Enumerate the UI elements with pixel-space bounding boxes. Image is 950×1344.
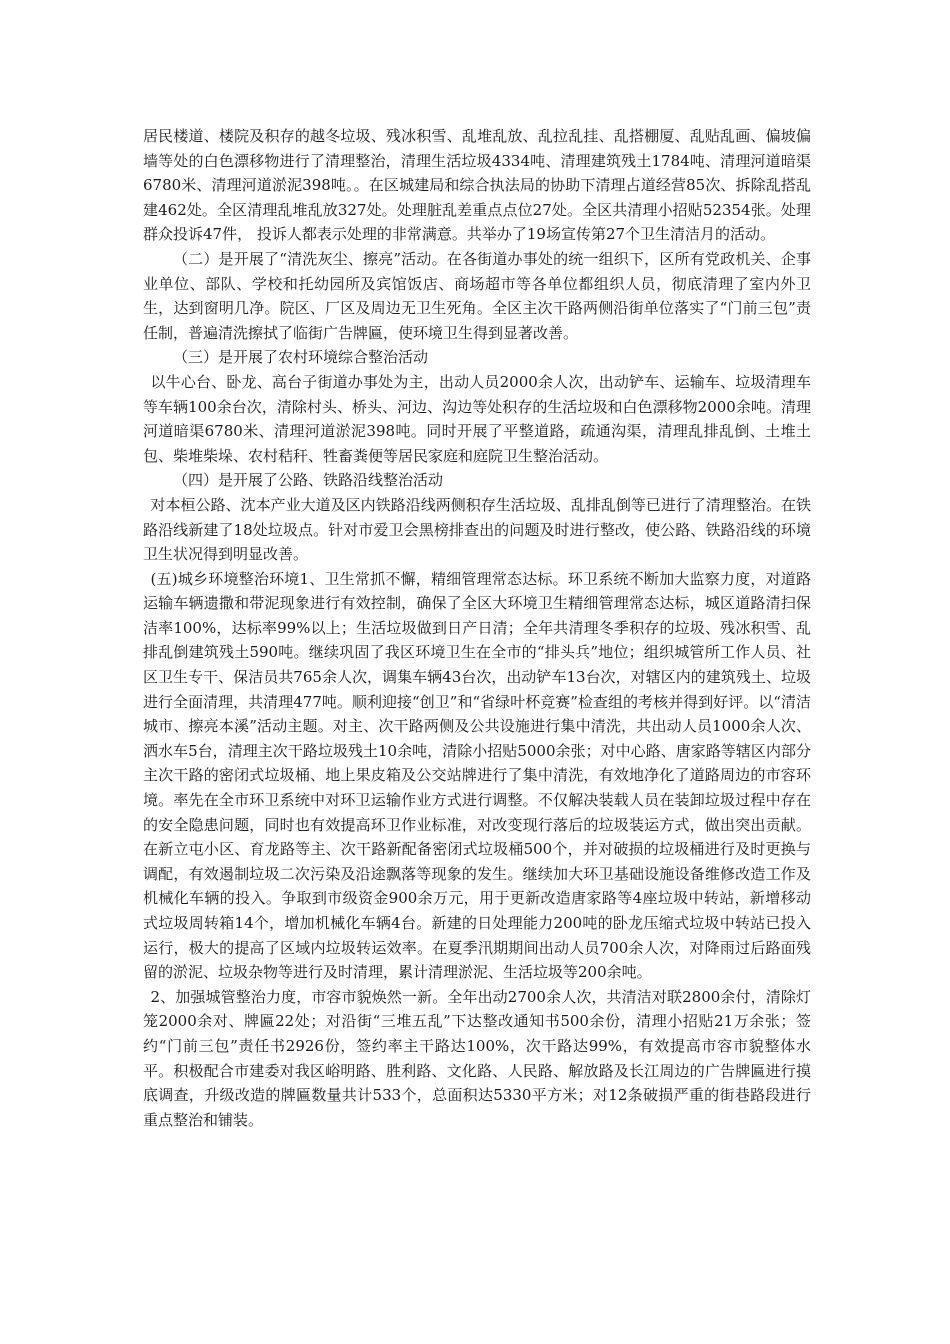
heading-section-3: （三）是开展了农村环境综合整治活动 [173,348,429,367]
paragraph-section-3: 以牛心台、卧龙、高台子街道办事处为主，出动人员2000余人次，出动铲车、运输车、垃圾清理车等车辆100余台次，清除村头、桥头、河边、沟边等处积存的生活垃圾和白色漂移物2000余吨。清理河道暗渠6780米、清理河道淤泥398吨。同时开展了平整道路，疏通沟渠，清理乱排乱倒、土堆土包、柴堆柴垛、农村秸秆、牲畜粪便等居民家庭和庭院卫生整治活动。 [143,372,811,465]
document-body [143,124,811,1132]
paragraph-cleanup-summary: 居民楼道、楼院及积存的越冬垃圾、残冰积雪、乱堆乱放、乱拉乱挂、乱搭棚厦、乱贴乱画、偏坡偏墙等处的白色漂移物进行了清理整治，清理生活垃圾4334吨、清理建筑残土1784吨、清理河道暗渠6780米、清理河道淤泥398吨。。在区城建局和综合执法局的协助下清理占道经营85次、拆除乱搭乱建462处。全区清理乱堆乱放327处。处理脏乱差重点点位27处。全区共清理小招贴52354张。处理群众投诉47件， 投诉人都表示处理的非常满意。共举办了19场宣传第27个卫生清洁月的活动。 [143,127,811,244]
heading-section-4: （四）是开展了公路、铁路沿线整治活动 [173,471,444,490]
paragraph-section-5: (五)城乡环境整治环境1、卫生常抓不懈，精细管理常态达标。环卫系统不断加大监察力度，对道路运输车辆遗撒和带泥现象进行有效控制，确保了全区大环境卫生精细管理常态达标，城区道路清扫保洁率100%，达标率99%以上；生活垃圾做到日产日清；全年共清理冬季积存的垃圾、残冰积雪、乱排乱倒建筑残土590吨。继续巩固了我区环境卫生在全市的“排头兵”地位；组织城管所工作人员、社区卫生专干、保洁员共765余人次，调集车辆43台次，出动铲车13台次，对辖区内的建筑残土、垃圾进行全面清理，共清理477吨。顺利迎接“创卫”和“省绿叶杯竞赛”检查组的考核并得到好评。以“清洁城市、擦亮本溪”活动主题。对主、次干路两侧及公共设施进行集中清洗，共出动人员1000余人次、洒水车5台，清理主次干路垃圾残土10余吨，清除小招贴5000余张；对中心路、唐家路等辖区内部分主次干路的密闭式垃圾桶、地上果皮箱及公交站牌进行了集中清洗，有效地净化了道路周边的市容环境。率先在全市环卫系统中对环卫运输作业方式进行调整。不仅解决装载人员在装卸垃圾过程中存在的安全隐患问题，同时也有效提高环卫作业标准，对改变现行落后的垃圾装运方式，做出突出贡献。在新立屯小区、育龙路等主、次干路新配备密闭式垃圾桶500个，并对破损的垃圾桶进行及时更换与调配，有效遏制垃圾二次污染及沿途飘落等现象的发生。继续加大环卫基础设施设备维修改造工作及机械化车辆的投入。争取到市级资金900余万元，用于更新改造唐家路等4座垃圾中转站，新增移动式垃圾周转箱14个，增加机械化车辆4台。新建的日处理能力200吨的卧龙压缩式垃圾中转站已投入运行，极大的提高了区域内垃圾转运效率。在夏季汛期期间出动人员700余人次，对降雨过后路面残留的淤泥、垃圾杂物等进行及时清理，累计清理淤泥、生活垃圾等200余吨。 [143,569,811,982]
paragraph-section-2: （二）是开展了“清洗灰尘、擦亮”活动。在各街道办事处的统一组织下，区所有党政机关、企事业单位、部队、学校和托幼园所及宾馆饭店、商场超市等各单位都组织人员，彻底清理了室内外卫生，达到窗明几净。院区、厂区及周边无卫生死角。全区主次干路两侧沿街单位落实了“门前三包”责任制，普遍清洗擦拭了临街广告牌匾，使环境卫生得到显著改善。 [143,249,811,342]
paragraph-section-4: 对本桓公路、沈本产业大道及区内铁路沿线两侧积存生活垃圾、乱排乱倒等已进行了清理整治。在铁路沿线新建了18处垃圾点。针对市爱卫会黑榜排查出的问题及时进行整改，使公路、铁路沿线的环境卫生状况得到明显改善。 [143,495,811,564]
paragraph-item-2: 2、加强城管整治力度，市容市貌焕然一新。全年出动2700余人次，共清洁对联2800余付，清除灯笼2000余对、牌匾22处；对沿街“三堆五乱”下达整改通知书500余份，清理小招贴21万余张；签约“门前三包”责任书2926份，签约率主干路达100%，次干路达99%，有效提高市容市貌整体水平。积极配合市建委对我区峪明路、胜利路、文化路、人民路、解放路及长江周边的广告牌匾进行摸底调查，升级改造的牌匾数量共计533个，总面积达5330平方米；对12条破损严重的街巷路段进行重点整治和铺装。 [143,987,811,1129]
